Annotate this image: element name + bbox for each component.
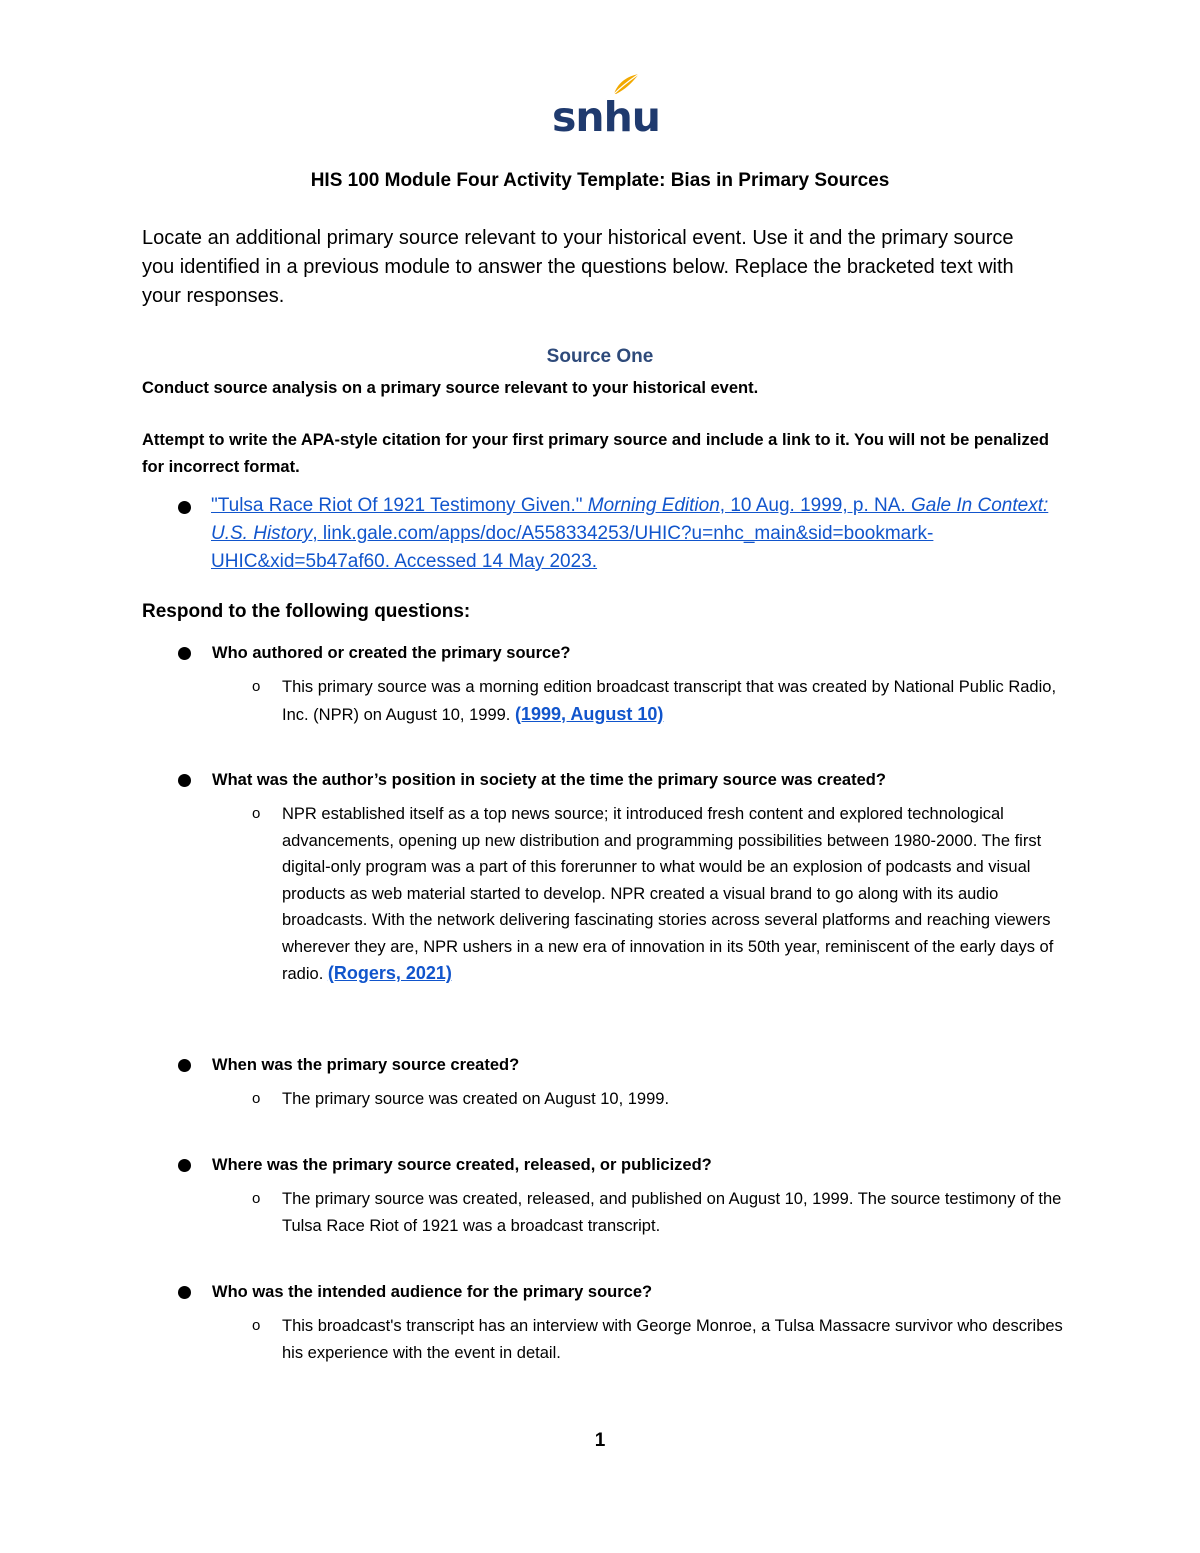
answer-text: This primary source was a morning edition broadcast transcript that was created by National Public Radio, Inc. (NPR) on August 10, 1999.	[282, 678, 1057, 724]
sub-bullet-icon: o	[252, 1317, 261, 1334]
question-4: Where was the primary source created, released, or publicized?	[212, 1156, 712, 1174]
page-number: 1	[594, 1430, 606, 1451]
intro-paragraph: Locate an additional primary source relevant to your historical event. Use it and the primary source you identified in a previous module to answer the questions below. Replace the bracketed text with your responses.	[142, 227, 1014, 307]
question-2: What was the author’s position in society at the time the primary source was created?	[212, 771, 886, 789]
answer-citation-link[interactable]: (1999, August 10)	[514, 703, 664, 724]
answer-5: This broadcast's transcript has an interview with George Monroe, a Tulsa Massacre survivor who describes his experience with the event in detail.	[282, 1317, 1063, 1362]
question-3: When was the primary source created?	[212, 1056, 520, 1074]
bullet-icon	[178, 1286, 191, 1299]
apa-prompt: Attempt to write the APA-style citation for your first primary source and include a link to it. You will not be penalized for incorrect format.	[142, 431, 1050, 476]
citation-part: , 10 Aug. 1999, p. NA.	[719, 495, 911, 516]
answer-text: NPR established itself as a top news source; it introduced fresh content and explored technological advancements, opening up new distribution and programming possibilities between 1980-2000. The first digital-only program was a part of this forerunner to what would be an explosion of podcasts and visual products as web material started to develop. NPR created a visual brand to go along with its audio broadcasts. With the network delivering fascinating stories across several platforms and reaching viewers wherever they are, NPR ushers in a new era of innovation in its 50th year, reminiscent of the early days of radio.	[282, 805, 1054, 983]
section-instruction: Conduct source analysis on a primary source relevant to your historical event.	[142, 379, 759, 397]
citation-url: , link.gale.com/apps/doc/A558334253/UHIC?u=nhc_main&sid=bookmark-UHIC&xid=5b47af60. Accessed 14 May 2023.	[211, 523, 934, 572]
sub-bullet-icon: o	[252, 1190, 261, 1207]
citation-database: Gale In Context: U.S. History	[211, 495, 1049, 544]
logo-text: snhu	[552, 93, 660, 141]
page-title: HIS 100 Module Four Activity Template: Bias in Primary Sources	[310, 170, 890, 191]
citation-publication: Morning Edition	[587, 495, 720, 516]
section-heading: Source One	[546, 346, 654, 367]
sub-bullet-icon: o	[252, 805, 261, 822]
answer-4: The primary source was created, released, and published on August 10, 1999. The source testimony of the Tulsa Race Riot of 1921 was a broadcast transcript.	[282, 1190, 1062, 1235]
citation-part: "Tulsa Race Riot Of 1921 Testimony Given."	[211, 495, 588, 516]
bullet-icon	[178, 501, 191, 514]
sub-bullet-icon: o	[252, 678, 261, 695]
answer-citation-link[interactable]: (Rogers, 2021)	[327, 963, 452, 983]
answer-1	[282, 674, 1072, 728]
question-1: Who authored or created the primary source?	[212, 644, 571, 662]
bullet-icon	[178, 647, 191, 660]
question-5: Who was the intended audience for the primary source?	[212, 1283, 653, 1301]
sub-bullet-icon: o	[252, 1090, 261, 1107]
answer-2	[282, 801, 1072, 988]
bullet-icon	[178, 1159, 191, 1172]
bullet-icon	[178, 1059, 191, 1072]
bullet-icon	[178, 774, 191, 787]
respond-heading: Respond to the following questions:	[142, 601, 471, 622]
answer-3: The primary source was created on August 10, 1999.	[282, 1090, 670, 1108]
snhu-logo	[552, 72, 660, 141]
citation-link[interactable]	[211, 492, 1051, 576]
